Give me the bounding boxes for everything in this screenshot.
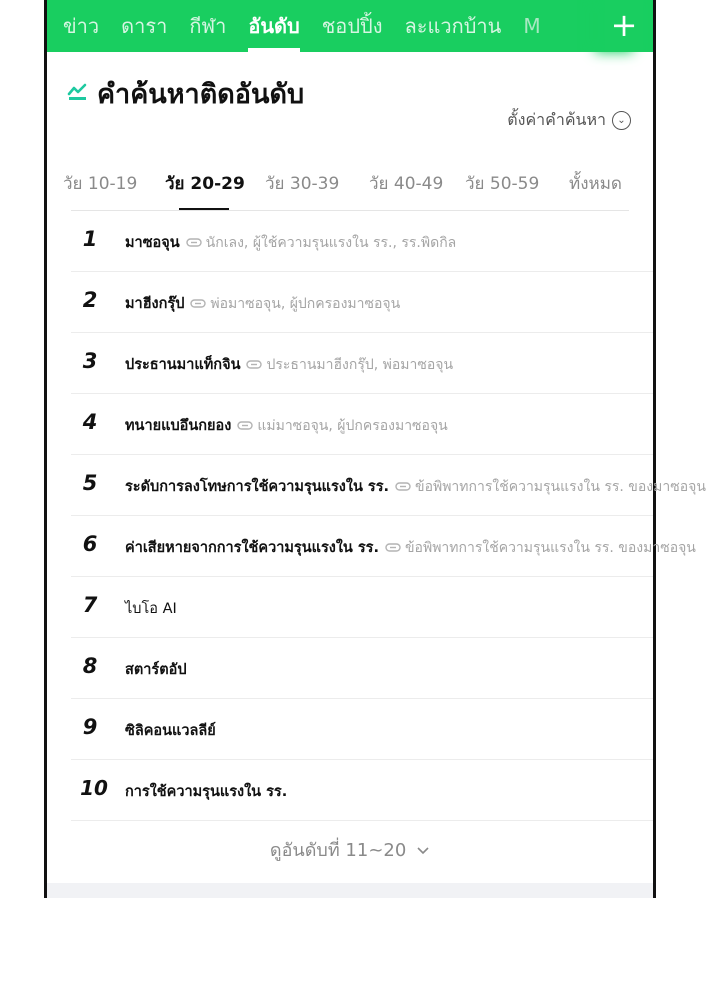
rank-number: 6 [82,532,98,556]
related-keywords: พ่อมาซอจุน, ผู้ปกครองมาซอจุน [210,296,401,312]
ranking-keyword[interactable]: ซิลิคอนแวลลีย์ [125,723,216,739]
keyword-text: มาฮีงกรุ๊ป [125,296,185,312]
ranking-row[interactable] [71,394,653,455]
rank-number: 3 [82,349,98,373]
rank-number: 7 [82,593,98,617]
ranking-row[interactable] [71,516,696,577]
age-filter-tabs [47,160,653,210]
keyword-text: ค่าเสียหายจากการใช้ความรุนแรงใน รร. [125,540,379,556]
related-keywords: ประธานมาฮีงกรุ๊ป, พ่อมาซอจุน [266,357,454,373]
ranking-keyword[interactable]: การใช้ความรุนแรงใน รร. [125,784,288,800]
search-settings-button[interactable] [507,108,631,133]
related-keywords: นักเลง, ผู้ใช้ความรุนแรงใน รร., รร.พิดกิล [205,235,457,251]
keyword-text: ประธานมาแท็กจิน [125,357,241,373]
nav-tab-neighborhood[interactable]: ละแวกบ้าน [404,14,502,38]
section-header [47,52,653,152]
rank-number: 1 [82,227,98,251]
link-icon [385,543,401,552]
rank-number: 10 [80,776,108,800]
rank-number: 2 [82,288,98,312]
ranking-list [71,211,706,821]
rank-number: 9 [82,715,98,739]
add-tab-button[interactable]: + [605,0,643,52]
ranking-keyword[interactable] [125,292,400,315]
nav-tab-list [47,0,552,52]
rank-number: 5 [82,471,98,495]
related-keywords: แม่มาซอจุน, ผู้ปกครองมาซอจุน [257,418,448,434]
see-more-rankings-button[interactable] [47,835,653,864]
related-keywords: ข้อพิพาทการใช้ความรุนแรงใน รร. ของมาซอจุน [404,540,696,556]
link-icon [190,299,206,308]
app-frame [44,0,706,898]
page-title: คำค้นหาติดอันดับ [97,79,305,110]
age-tab-40-49[interactable]: วัย 40-49 [369,174,444,194]
ranking-keyword[interactable] [125,536,696,559]
link-icon [246,360,262,369]
chevron-down-circle-icon: ⌄ [612,111,631,130]
top-navigation [47,0,653,52]
ranking-keyword[interactable] [125,414,448,437]
ranking-row[interactable] [71,760,653,821]
keyword-text: ระดับการลงโทษการใช้ความรุนแรงใน รร. [125,479,389,495]
rank-number: 8 [82,654,98,678]
keyword-text: มาซอจุน [125,235,180,251]
ranking-row[interactable] [71,333,653,394]
age-tab-20-29[interactable]: วัย 20-29 [165,174,245,194]
keyword-text: ทนายแบอึนกยอง [125,418,232,434]
ranking-row[interactable] [71,272,653,333]
ranking-row[interactable] [71,455,706,516]
chevron-down-icon [416,846,430,856]
ranking-keyword[interactable]: ไบโอ AI [125,601,177,617]
nav-tab-news[interactable]: ข่าว [63,14,100,38]
ranking-row[interactable] [71,699,653,760]
search-settings-label: ตั้งค่าคำค้นหา [507,110,606,129]
see-more-label: ดูอันดับที่ 11~20 [269,840,407,861]
nav-tab-sports[interactable]: กีฬา [189,14,227,38]
link-icon [237,421,253,430]
ranking-row[interactable] [71,638,653,699]
age-tab-30-39[interactable]: วัย 30-39 [265,174,340,194]
ranking-row[interactable] [71,577,653,638]
nav-tab-rankings[interactable]: อันดับ [237,0,310,52]
ranking-keyword[interactable] [125,231,456,254]
age-tab-all[interactable]: ทั้งหมด [569,174,622,194]
ranking-keyword[interactable] [125,353,453,376]
ranking-row[interactable] [71,211,653,272]
footer-strip [47,883,653,898]
trending-chart-icon [67,82,89,104]
link-icon [395,482,411,491]
link-icon [186,238,202,247]
rank-number: 4 [82,410,98,434]
age-tab-10-19[interactable]: วัย 10-19 [63,174,138,194]
ranking-keyword[interactable] [125,475,706,498]
ranking-keyword[interactable]: สตาร์ตอัป [125,662,187,678]
nav-tab-shopping[interactable]: ชอปปิ้ง [321,14,383,38]
related-keywords: ข้อพิพาทการใช้ความรุนแรงใน รร. ของมาซอจุน [415,479,706,495]
age-tab-50-59[interactable]: วัย 50-59 [465,174,540,194]
nav-tab-more[interactable]: M [523,14,541,38]
nav-tab-celebrities[interactable]: ดารา [121,14,168,38]
